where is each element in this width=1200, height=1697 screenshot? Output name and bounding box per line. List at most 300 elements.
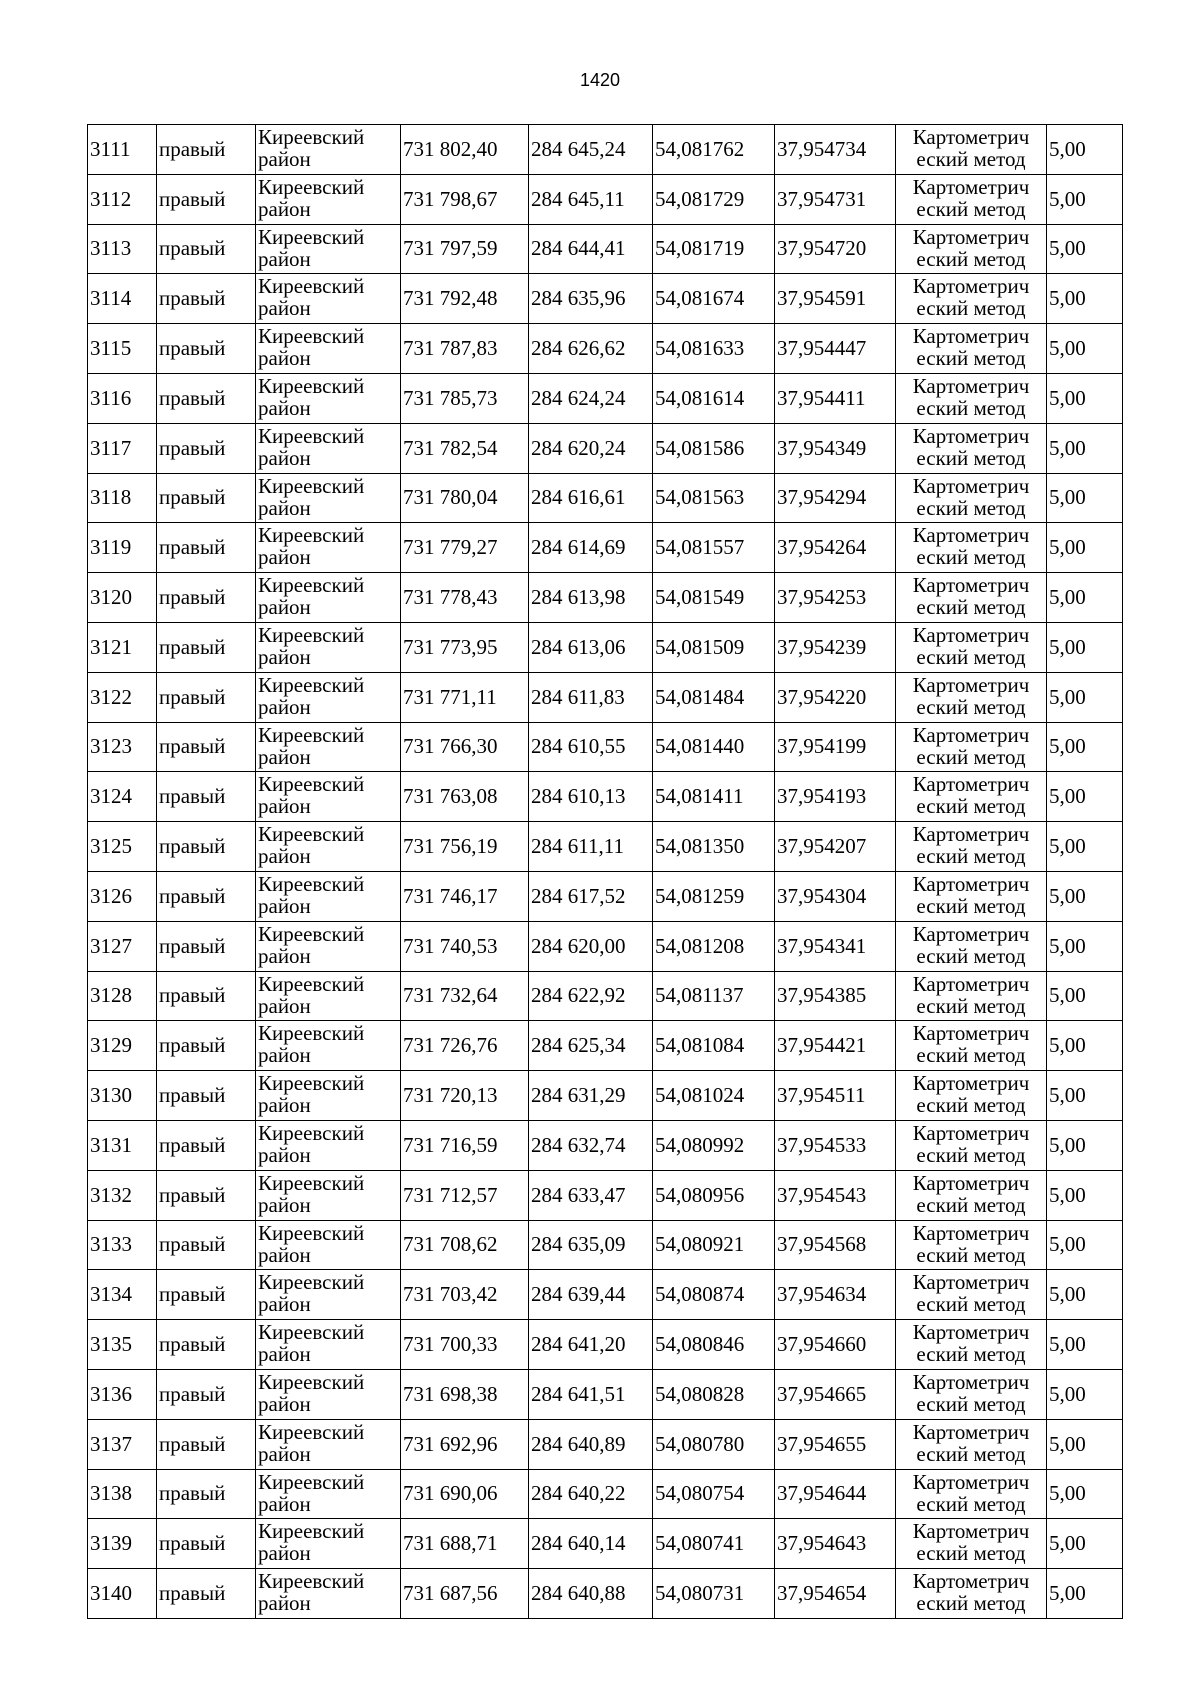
- table-row: [88, 1519, 1123, 1569]
- x-coordinate-cell: 731 766,30: [401, 722, 529, 772]
- x-coordinate-cell: 731 787,83: [401, 324, 529, 374]
- longitude-cell: 37,954654: [775, 1569, 896, 1619]
- accuracy-cell: 5,00: [1047, 822, 1123, 872]
- latitude-cell: 54,081137: [653, 971, 775, 1021]
- y-coordinate-cell: 284 626,62: [529, 324, 653, 374]
- accuracy-cell: 5,00: [1047, 1569, 1123, 1619]
- table-row: [88, 871, 1123, 921]
- point-number-cell: 3131: [88, 1120, 157, 1170]
- accuracy-cell: 5,00: [1047, 1469, 1123, 1519]
- y-coordinate-cell: 284 641,20: [529, 1320, 653, 1370]
- latitude-cell: 54,081440: [653, 722, 775, 772]
- longitude-cell: 37,954734: [775, 125, 896, 175]
- y-coordinate-cell: 284 641,51: [529, 1369, 653, 1419]
- longitude-cell: 37,954533: [775, 1120, 896, 1170]
- accuracy-cell: 5,00: [1047, 224, 1123, 274]
- accuracy-cell: 5,00: [1047, 1519, 1123, 1569]
- latitude-cell: 54,080828: [653, 1369, 775, 1419]
- latitude-cell: 54,081719: [653, 224, 775, 274]
- x-coordinate-cell: 731 782,54: [401, 423, 529, 473]
- bank-side-cell: правый: [157, 1419, 256, 1469]
- y-coordinate-cell: 284 635,09: [529, 1220, 653, 1270]
- district-cell: Киреевский район: [256, 224, 401, 274]
- y-coordinate-cell: 284 622,92: [529, 971, 653, 1021]
- x-coordinate-cell: 731 732,64: [401, 971, 529, 1021]
- table-body: [88, 125, 1123, 1619]
- latitude-cell: 54,081484: [653, 672, 775, 722]
- bank-side-cell: правый: [157, 971, 256, 1021]
- district-cell: Киреевский район: [256, 772, 401, 822]
- accuracy-cell: 5,00: [1047, 373, 1123, 423]
- latitude-cell: 54,081729: [653, 174, 775, 224]
- point-number-cell: 3132: [88, 1170, 157, 1220]
- bank-side-cell: правый: [157, 1120, 256, 1170]
- accuracy-cell: 5,00: [1047, 423, 1123, 473]
- method-cell: Картометрич еский метод: [896, 1469, 1047, 1519]
- table-row: [88, 672, 1123, 722]
- method-cell: Картометрич еский метод: [896, 324, 1047, 374]
- table-row: [88, 274, 1123, 324]
- x-coordinate-cell: 731 690,06: [401, 1469, 529, 1519]
- method-cell: Картометрич еский метод: [896, 921, 1047, 971]
- accuracy-cell: 5,00: [1047, 473, 1123, 523]
- table-row: [88, 125, 1123, 175]
- table-row: [88, 1369, 1123, 1419]
- accuracy-cell: 5,00: [1047, 622, 1123, 672]
- method-cell: Картометрич еский метод: [896, 871, 1047, 921]
- x-coordinate-cell: 731 740,53: [401, 921, 529, 971]
- latitude-cell: 54,080754: [653, 1469, 775, 1519]
- accuracy-cell: 5,00: [1047, 174, 1123, 224]
- x-coordinate-cell: 731 698,38: [401, 1369, 529, 1419]
- point-number-cell: 3122: [88, 672, 157, 722]
- district-cell: Киреевский район: [256, 523, 401, 573]
- y-coordinate-cell: 284 620,24: [529, 423, 653, 473]
- longitude-cell: 37,954634: [775, 1270, 896, 1320]
- method-cell: Картометрич еский метод: [896, 125, 1047, 175]
- method-cell: Картометрич еский метод: [896, 1320, 1047, 1370]
- bank-side-cell: правый: [157, 1369, 256, 1419]
- longitude-cell: 37,954207: [775, 822, 896, 872]
- point-number-cell: 3129: [88, 1021, 157, 1071]
- y-coordinate-cell: 284 631,29: [529, 1071, 653, 1121]
- point-number-cell: 3123: [88, 722, 157, 772]
- method-cell: Картометрич еский метод: [896, 971, 1047, 1021]
- latitude-cell: 54,081208: [653, 921, 775, 971]
- table-row: [88, 1320, 1123, 1370]
- method-cell: Картометрич еский метод: [896, 1369, 1047, 1419]
- bank-side-cell: правый: [157, 722, 256, 772]
- table-row: [88, 921, 1123, 971]
- x-coordinate-cell: 731 778,43: [401, 573, 529, 623]
- longitude-cell: 37,954720: [775, 224, 896, 274]
- table-row: [88, 1021, 1123, 1071]
- point-number-cell: 3140: [88, 1569, 157, 1619]
- latitude-cell: 54,081633: [653, 324, 775, 374]
- y-coordinate-cell: 284 611,11: [529, 822, 653, 872]
- latitude-cell: 54,081411: [653, 772, 775, 822]
- bank-side-cell: правый: [157, 772, 256, 822]
- district-cell: Киреевский район: [256, 672, 401, 722]
- y-coordinate-cell: 284 632,74: [529, 1120, 653, 1170]
- method-cell: Картометрич еский метод: [896, 224, 1047, 274]
- point-number-cell: 3134: [88, 1270, 157, 1320]
- point-number-cell: 3126: [88, 871, 157, 921]
- x-coordinate-cell: 731 785,73: [401, 373, 529, 423]
- accuracy-cell: 5,00: [1047, 921, 1123, 971]
- y-coordinate-cell: 284 633,47: [529, 1170, 653, 1220]
- page-number: 1420: [579, 70, 621, 90]
- latitude-cell: 54,080992: [653, 1120, 775, 1170]
- latitude-cell: 54,081549: [653, 573, 775, 623]
- latitude-cell: 54,081259: [653, 871, 775, 921]
- y-coordinate-cell: 284 644,41: [529, 224, 653, 274]
- point-number-cell: 3118: [88, 473, 157, 523]
- table-row: [88, 473, 1123, 523]
- table-row: [88, 1270, 1123, 1320]
- accuracy-cell: 5,00: [1047, 971, 1123, 1021]
- latitude-cell: 54,080956: [653, 1170, 775, 1220]
- method-cell: Картометрич еский метод: [896, 1569, 1047, 1619]
- y-coordinate-cell: 284 620,00: [529, 921, 653, 971]
- bank-side-cell: правый: [157, 423, 256, 473]
- method-cell: Картометрич еский метод: [896, 622, 1047, 672]
- bank-side-cell: правый: [157, 1220, 256, 1270]
- district-cell: Киреевский район: [256, 1270, 401, 1320]
- table-row: [88, 573, 1123, 623]
- table-row: [88, 772, 1123, 822]
- point-number-cell: 3137: [88, 1419, 157, 1469]
- longitude-cell: 37,954220: [775, 672, 896, 722]
- district-cell: Киреевский район: [256, 1071, 401, 1121]
- longitude-cell: 37,954341: [775, 921, 896, 971]
- point-number-cell: 3120: [88, 573, 157, 623]
- point-number-cell: 3128: [88, 971, 157, 1021]
- table-row: [88, 722, 1123, 772]
- x-coordinate-cell: 731 756,19: [401, 822, 529, 872]
- point-number-cell: 3116: [88, 373, 157, 423]
- latitude-cell: 54,081674: [653, 274, 775, 324]
- method-cell: Картометрич еский метод: [896, 1170, 1047, 1220]
- bank-side-cell: правый: [157, 1021, 256, 1071]
- bank-side-cell: правый: [157, 1170, 256, 1220]
- y-coordinate-cell: 284 640,88: [529, 1569, 653, 1619]
- accuracy-cell: 5,00: [1047, 1120, 1123, 1170]
- method-cell: Картометрич еский метод: [896, 1270, 1047, 1320]
- y-coordinate-cell: 284 640,14: [529, 1519, 653, 1569]
- longitude-cell: 37,954199: [775, 722, 896, 772]
- longitude-cell: 37,954411: [775, 373, 896, 423]
- bank-side-cell: правый: [157, 573, 256, 623]
- district-cell: Киреевский район: [256, 1320, 401, 1370]
- accuracy-cell: 5,00: [1047, 1220, 1123, 1270]
- point-number-cell: 3117: [88, 423, 157, 473]
- district-cell: Киреевский район: [256, 622, 401, 672]
- method-cell: Картометрич еский метод: [896, 672, 1047, 722]
- accuracy-cell: 5,00: [1047, 1369, 1123, 1419]
- district-cell: Киреевский район: [256, 1419, 401, 1469]
- method-cell: Картометрич еский метод: [896, 1519, 1047, 1569]
- coordinates-table: [87, 124, 1123, 1619]
- district-cell: Киреевский район: [256, 174, 401, 224]
- method-cell: Картометрич еский метод: [896, 473, 1047, 523]
- y-coordinate-cell: 284 645,11: [529, 174, 653, 224]
- accuracy-cell: 5,00: [1047, 1170, 1123, 1220]
- x-coordinate-cell: 731 716,59: [401, 1120, 529, 1170]
- y-coordinate-cell: 284 614,69: [529, 523, 653, 573]
- method-cell: Картометрич еский метод: [896, 1021, 1047, 1071]
- bank-side-cell: правый: [157, 672, 256, 722]
- bank-side-cell: правый: [157, 1270, 256, 1320]
- point-number-cell: 3130: [88, 1071, 157, 1121]
- x-coordinate-cell: 731 712,57: [401, 1170, 529, 1220]
- latitude-cell: 54,080741: [653, 1519, 775, 1569]
- table-row: [88, 373, 1123, 423]
- x-coordinate-cell: 731 726,76: [401, 1021, 529, 1071]
- y-coordinate-cell: 284 639,44: [529, 1270, 653, 1320]
- x-coordinate-cell: 731 797,59: [401, 224, 529, 274]
- latitude-cell: 54,081350: [653, 822, 775, 872]
- method-cell: Картометрич еский метод: [896, 772, 1047, 822]
- y-coordinate-cell: 284 613,98: [529, 573, 653, 623]
- table-row: [88, 822, 1123, 872]
- method-cell: Картометрич еский метод: [896, 174, 1047, 224]
- bank-side-cell: правый: [157, 822, 256, 872]
- latitude-cell: 54,080780: [653, 1419, 775, 1469]
- longitude-cell: 37,954193: [775, 772, 896, 822]
- longitude-cell: 37,954349: [775, 423, 896, 473]
- accuracy-cell: 5,00: [1047, 1320, 1123, 1370]
- y-coordinate-cell: 284 611,83: [529, 672, 653, 722]
- x-coordinate-cell: 731 746,17: [401, 871, 529, 921]
- method-cell: Картометрич еский метод: [896, 373, 1047, 423]
- longitude-cell: 37,954304: [775, 871, 896, 921]
- longitude-cell: 37,954253: [775, 573, 896, 623]
- latitude-cell: 54,081586: [653, 423, 775, 473]
- longitude-cell: 37,954665: [775, 1369, 896, 1419]
- district-cell: Киреевский район: [256, 573, 401, 623]
- bank-side-cell: правый: [157, 1071, 256, 1121]
- x-coordinate-cell: 731 700,33: [401, 1320, 529, 1370]
- longitude-cell: 37,954731: [775, 174, 896, 224]
- district-cell: Киреевский район: [256, 921, 401, 971]
- latitude-cell: 54,080846: [653, 1320, 775, 1370]
- point-number-cell: 3133: [88, 1220, 157, 1270]
- longitude-cell: 37,954660: [775, 1320, 896, 1370]
- point-number-cell: 3114: [88, 274, 157, 324]
- table-row: [88, 174, 1123, 224]
- longitude-cell: 37,954239: [775, 622, 896, 672]
- point-number-cell: 3138: [88, 1469, 157, 1519]
- bank-side-cell: правый: [157, 1569, 256, 1619]
- bank-side-cell: правый: [157, 125, 256, 175]
- x-coordinate-cell: 731 692,96: [401, 1419, 529, 1469]
- x-coordinate-cell: 731 802,40: [401, 125, 529, 175]
- x-coordinate-cell: 731 792,48: [401, 274, 529, 324]
- point-number-cell: 3135: [88, 1320, 157, 1370]
- point-number-cell: 3119: [88, 523, 157, 573]
- accuracy-cell: 5,00: [1047, 871, 1123, 921]
- district-cell: Киреевский район: [256, 871, 401, 921]
- accuracy-cell: 5,00: [1047, 1270, 1123, 1320]
- x-coordinate-cell: 731 687,56: [401, 1569, 529, 1619]
- accuracy-cell: 5,00: [1047, 722, 1123, 772]
- latitude-cell: 54,080874: [653, 1270, 775, 1320]
- x-coordinate-cell: 731 720,13: [401, 1071, 529, 1121]
- method-cell: Картометрич еский метод: [896, 722, 1047, 772]
- x-coordinate-cell: 731 688,71: [401, 1519, 529, 1569]
- table-row: [88, 622, 1123, 672]
- method-cell: Картометрич еский метод: [896, 1071, 1047, 1121]
- method-cell: Картометрич еский метод: [896, 822, 1047, 872]
- bank-side-cell: правый: [157, 274, 256, 324]
- district-cell: Киреевский район: [256, 274, 401, 324]
- accuracy-cell: 5,00: [1047, 1419, 1123, 1469]
- point-number-cell: 3112: [88, 174, 157, 224]
- y-coordinate-cell: 284 625,34: [529, 1021, 653, 1071]
- y-coordinate-cell: 284 617,52: [529, 871, 653, 921]
- point-number-cell: 3121: [88, 622, 157, 672]
- longitude-cell: 37,954294: [775, 473, 896, 523]
- longitude-cell: 37,954643: [775, 1519, 896, 1569]
- longitude-cell: 37,954447: [775, 324, 896, 374]
- accuracy-cell: 5,00: [1047, 523, 1123, 573]
- method-cell: Картометрич еский метод: [896, 523, 1047, 573]
- accuracy-cell: 5,00: [1047, 573, 1123, 623]
- longitude-cell: 37,954421: [775, 1021, 896, 1071]
- accuracy-cell: 5,00: [1047, 772, 1123, 822]
- x-coordinate-cell: 731 763,08: [401, 772, 529, 822]
- point-number-cell: 3125: [88, 822, 157, 872]
- district-cell: Киреевский район: [256, 822, 401, 872]
- x-coordinate-cell: 731 773,95: [401, 622, 529, 672]
- y-coordinate-cell: 284 610,13: [529, 772, 653, 822]
- latitude-cell: 54,081084: [653, 1021, 775, 1071]
- latitude-cell: 54,081614: [653, 373, 775, 423]
- y-coordinate-cell: 284 610,55: [529, 722, 653, 772]
- longitude-cell: 37,954644: [775, 1469, 896, 1519]
- point-number-cell: 3124: [88, 772, 157, 822]
- method-cell: Картометрич еский метод: [896, 274, 1047, 324]
- y-coordinate-cell: 284 616,61: [529, 473, 653, 523]
- point-number-cell: 3113: [88, 224, 157, 274]
- y-coordinate-cell: 284 635,96: [529, 274, 653, 324]
- district-cell: Киреевский район: [256, 1220, 401, 1270]
- district-cell: Киреевский район: [256, 1469, 401, 1519]
- longitude-cell: 37,954568: [775, 1220, 896, 1270]
- method-cell: Картометрич еский метод: [896, 1419, 1047, 1469]
- latitude-cell: 54,081024: [653, 1071, 775, 1121]
- table-row: [88, 1120, 1123, 1170]
- longitude-cell: 37,954655: [775, 1419, 896, 1469]
- point-number-cell: 3115: [88, 324, 157, 374]
- table-row: [88, 523, 1123, 573]
- latitude-cell: 54,081509: [653, 622, 775, 672]
- district-cell: Киреевский район: [256, 423, 401, 473]
- district-cell: Киреевский район: [256, 1170, 401, 1220]
- bank-side-cell: правый: [157, 373, 256, 423]
- bank-side-cell: правый: [157, 523, 256, 573]
- latitude-cell: 54,081762: [653, 125, 775, 175]
- point-number-cell: 3127: [88, 921, 157, 971]
- bank-side-cell: правый: [157, 473, 256, 523]
- x-coordinate-cell: 731 703,42: [401, 1270, 529, 1320]
- table-row: [88, 224, 1123, 274]
- bank-side-cell: правый: [157, 324, 256, 374]
- point-number-cell: 3136: [88, 1369, 157, 1419]
- district-cell: Киреевский район: [256, 971, 401, 1021]
- table-row: [88, 1071, 1123, 1121]
- district-cell: Киреевский район: [256, 373, 401, 423]
- bank-side-cell: правый: [157, 622, 256, 672]
- longitude-cell: 37,954511: [775, 1071, 896, 1121]
- district-cell: Киреевский район: [256, 1569, 401, 1619]
- method-cell: Картометрич еский метод: [896, 1120, 1047, 1170]
- table-row: [88, 423, 1123, 473]
- y-coordinate-cell: 284 613,06: [529, 622, 653, 672]
- accuracy-cell: 5,00: [1047, 324, 1123, 374]
- x-coordinate-cell: 731 779,27: [401, 523, 529, 573]
- district-cell: Киреевский район: [256, 125, 401, 175]
- district-cell: Киреевский район: [256, 324, 401, 374]
- latitude-cell: 54,081557: [653, 523, 775, 573]
- accuracy-cell: 5,00: [1047, 274, 1123, 324]
- district-cell: Киреевский район: [256, 722, 401, 772]
- table-row: [88, 1469, 1123, 1519]
- table-row: [88, 324, 1123, 374]
- y-coordinate-cell: 284 640,89: [529, 1419, 653, 1469]
- latitude-cell: 54,081563: [653, 473, 775, 523]
- bank-side-cell: правый: [157, 1519, 256, 1569]
- longitude-cell: 37,954264: [775, 523, 896, 573]
- bank-side-cell: правый: [157, 921, 256, 971]
- x-coordinate-cell: 731 708,62: [401, 1220, 529, 1270]
- point-number-cell: 3111: [88, 125, 157, 175]
- bank-side-cell: правый: [157, 174, 256, 224]
- district-cell: Киреевский район: [256, 1519, 401, 1569]
- y-coordinate-cell: 284 624,24: [529, 373, 653, 423]
- district-cell: Киреевский район: [256, 1369, 401, 1419]
- bank-side-cell: правый: [157, 1320, 256, 1370]
- bank-side-cell: правый: [157, 871, 256, 921]
- accuracy-cell: 5,00: [1047, 1021, 1123, 1071]
- latitude-cell: 54,080921: [653, 1220, 775, 1270]
- district-cell: Киреевский район: [256, 1120, 401, 1170]
- x-coordinate-cell: 731 798,67: [401, 174, 529, 224]
- latitude-cell: 54,080731: [653, 1569, 775, 1619]
- method-cell: Картометрич еский метод: [896, 1220, 1047, 1270]
- method-cell: Картометрич еский метод: [896, 423, 1047, 473]
- longitude-cell: 37,954591: [775, 274, 896, 324]
- bank-side-cell: правый: [157, 1469, 256, 1519]
- x-coordinate-cell: 731 780,04: [401, 473, 529, 523]
- district-cell: Киреевский район: [256, 1021, 401, 1071]
- longitude-cell: 37,954385: [775, 971, 896, 1021]
- table-row: [88, 1220, 1123, 1270]
- accuracy-cell: 5,00: [1047, 1071, 1123, 1121]
- table-row: [88, 971, 1123, 1021]
- longitude-cell: 37,954543: [775, 1170, 896, 1220]
- x-coordinate-cell: 731 771,11: [401, 672, 529, 722]
- y-coordinate-cell: 284 640,22: [529, 1469, 653, 1519]
- point-number-cell: 3139: [88, 1519, 157, 1569]
- accuracy-cell: 5,00: [1047, 672, 1123, 722]
- method-cell: Картометрич еский метод: [896, 573, 1047, 623]
- bank-side-cell: правый: [157, 224, 256, 274]
- y-coordinate-cell: 284 645,24: [529, 125, 653, 175]
- table-row: [88, 1569, 1123, 1619]
- accuracy-cell: 5,00: [1047, 125, 1123, 175]
